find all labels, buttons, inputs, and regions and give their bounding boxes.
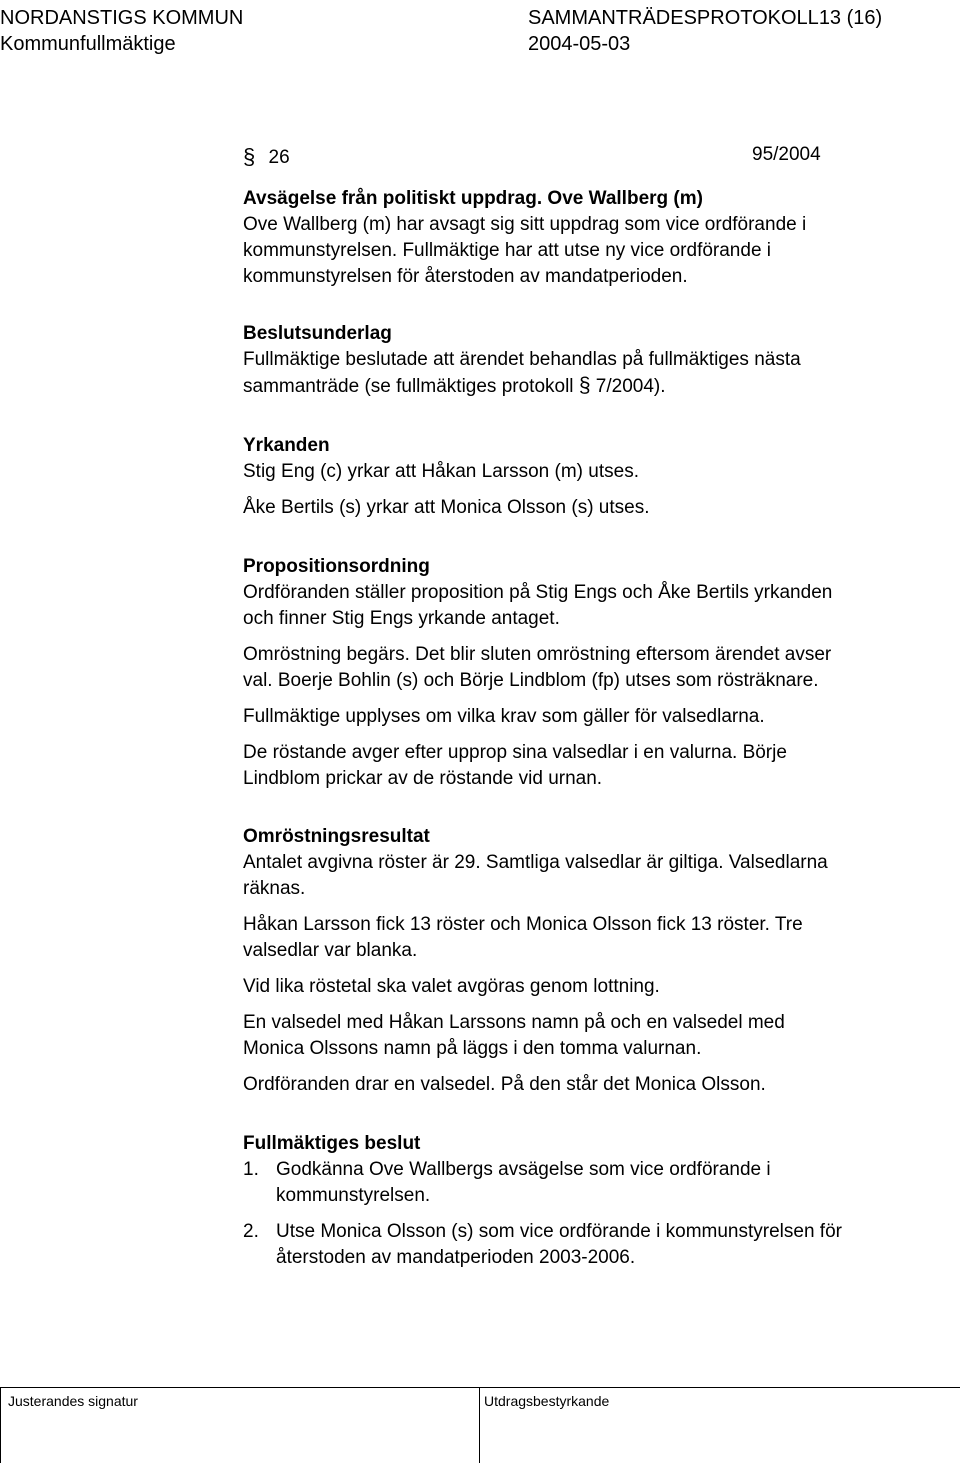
yrkande-item: Stig Eng (c) yrkar att Håkan Larsson (m) utses.	[243, 461, 639, 482]
beslutsunderlag-ref: 7/2004).	[595, 376, 666, 397]
beslutsunderlag-heading: Beslutsunderlag	[243, 323, 392, 344]
signature-footer	[0, 1387, 960, 1463]
footer-divider	[0, 1387, 960, 1388]
beslut-item-line: återstoden av mandatperioden 2003-2006.	[276, 1247, 636, 1268]
beslut-item-line: Utse Monica Olsson (s) som vice ordförande i kommunstyrelsen för	[276, 1221, 842, 1242]
proposition-line: Fullmäktige upplyses om vilka krav som gäller för valsedlarna.	[243, 706, 765, 727]
yrkande-item: Åke Bertils (s) yrkar att Monica Olsson (s) utses.	[243, 497, 650, 518]
resultat-line: Antalet avgivna röster är 29. Samtliga valsedlar är giltiga. Valsedlarna	[243, 852, 828, 873]
header-doc-type-label: SAMMANTRÄDESPROTOKOLL	[528, 7, 819, 29]
header-body: Kommunfullmäktige	[0, 33, 176, 55]
beslut-block	[243, 1131, 943, 1271]
section-number-value: 26	[268, 147, 290, 168]
intro-line: kommunstyrelsen. Fullmäktige har att utse ny vice ordförande i	[243, 240, 772, 261]
beslut-item-number: 1.	[243, 1159, 259, 1180]
justerandes-signatur-label: Justerandes signatur	[8, 1393, 138, 1409]
proposition-line: Lindblom prickar av de röstande vid urnan.	[243, 768, 603, 789]
beslut-item-line: Godkänna Ove Wallbergs avsägelse som vice ordförande i	[276, 1159, 771, 1180]
beslutsunderlag-line	[243, 373, 943, 400]
beslutsunderlag-text: sammanträde (se fullmäktiges protokoll	[243, 376, 579, 397]
resultat-line: Ordföranden drar en valsedel. På den står det Monica Olsson.	[243, 1074, 766, 1095]
resultat-line: Håkan Larsson fick 13 röster och Monica Olsson fick 13 röster. Tre	[243, 914, 803, 935]
yrkanden-heading: Yrkanden	[243, 435, 330, 456]
intro-line: Ove Wallberg (m) har avsagt sig sitt uppdrag som vice ordförande i	[243, 214, 807, 235]
proposition-block	[243, 554, 943, 792]
proposition-line: Omröstning begärs. Det blir sluten omröstning eftersom ärendet avser	[243, 644, 832, 665]
proposition-heading: Propositionsordning	[243, 556, 430, 577]
intro-line: kommunstyrelsen för återstoden av mandatperioden.	[243, 266, 688, 287]
proposition-line: De röstande avger efter upprop sina valsedlar i en valurna. Börje	[243, 742, 787, 763]
beslut-item	[243, 1219, 943, 1271]
footer-divider	[479, 1387, 480, 1463]
header-doc-type	[528, 5, 882, 31]
title-block	[243, 186, 943, 290]
resultat-block	[243, 824, 943, 1098]
section-number	[243, 144, 290, 170]
proposition-line: Ordföranden ställer proposition på Stig Engs och Åke Bertils yrkanden	[243, 582, 833, 603]
paragraph-symbol: §	[578, 374, 591, 397]
beslutsunderlag-block	[243, 321, 943, 400]
proposition-line: val. Boerje Bohlin (s) och Börje Lindblom (fp) utses som rösträknare.	[243, 670, 819, 691]
resultat-line: Monica Olssons namn på läggs i den tomma valurnan.	[243, 1038, 702, 1059]
beslut-item	[243, 1157, 943, 1209]
header-date: 2004-05-03	[528, 33, 631, 55]
case-reference: 95/2004	[752, 144, 821, 165]
proposition-line: och finner Stig Engs yrkande antaget.	[243, 608, 560, 629]
resultat-line: Vid lika röstetal ska valet avgöras genom lottning.	[243, 976, 660, 997]
beslut-item-text	[276, 1219, 842, 1271]
utdragsbestyrkande-label: Utdragsbestyrkande	[484, 1393, 610, 1409]
beslut-item-number: 2.	[243, 1221, 259, 1242]
resultat-line: En valsedel med Håkan Larssons namn på och en valsedel med	[243, 1012, 785, 1033]
beslut-item-text	[276, 1157, 771, 1209]
resultat-heading: Omröstningsresultat	[243, 826, 430, 847]
beslutsunderlag-line: Fullmäktige beslutade att ärendet behandlas på fullmäktiges nästa	[243, 349, 801, 370]
section-title: Avsägelse från politiskt uppdrag. Ove Wallberg (m)	[243, 188, 703, 209]
resultat-line: räknas.	[243, 878, 306, 899]
yrkanden-block	[243, 433, 943, 521]
header-page: 13 (16)	[818, 7, 883, 29]
beslut-item-line: kommunstyrelsen.	[276, 1185, 431, 1206]
footer-divider	[0, 1387, 1, 1463]
resultat-line: valsedlar var blanka.	[243, 940, 418, 961]
paragraph-symbol: §	[243, 144, 256, 169]
header-org: NORDANSTIGS KOMMUN	[0, 7, 244, 29]
beslut-heading: Fullmäktiges beslut	[243, 1133, 421, 1154]
